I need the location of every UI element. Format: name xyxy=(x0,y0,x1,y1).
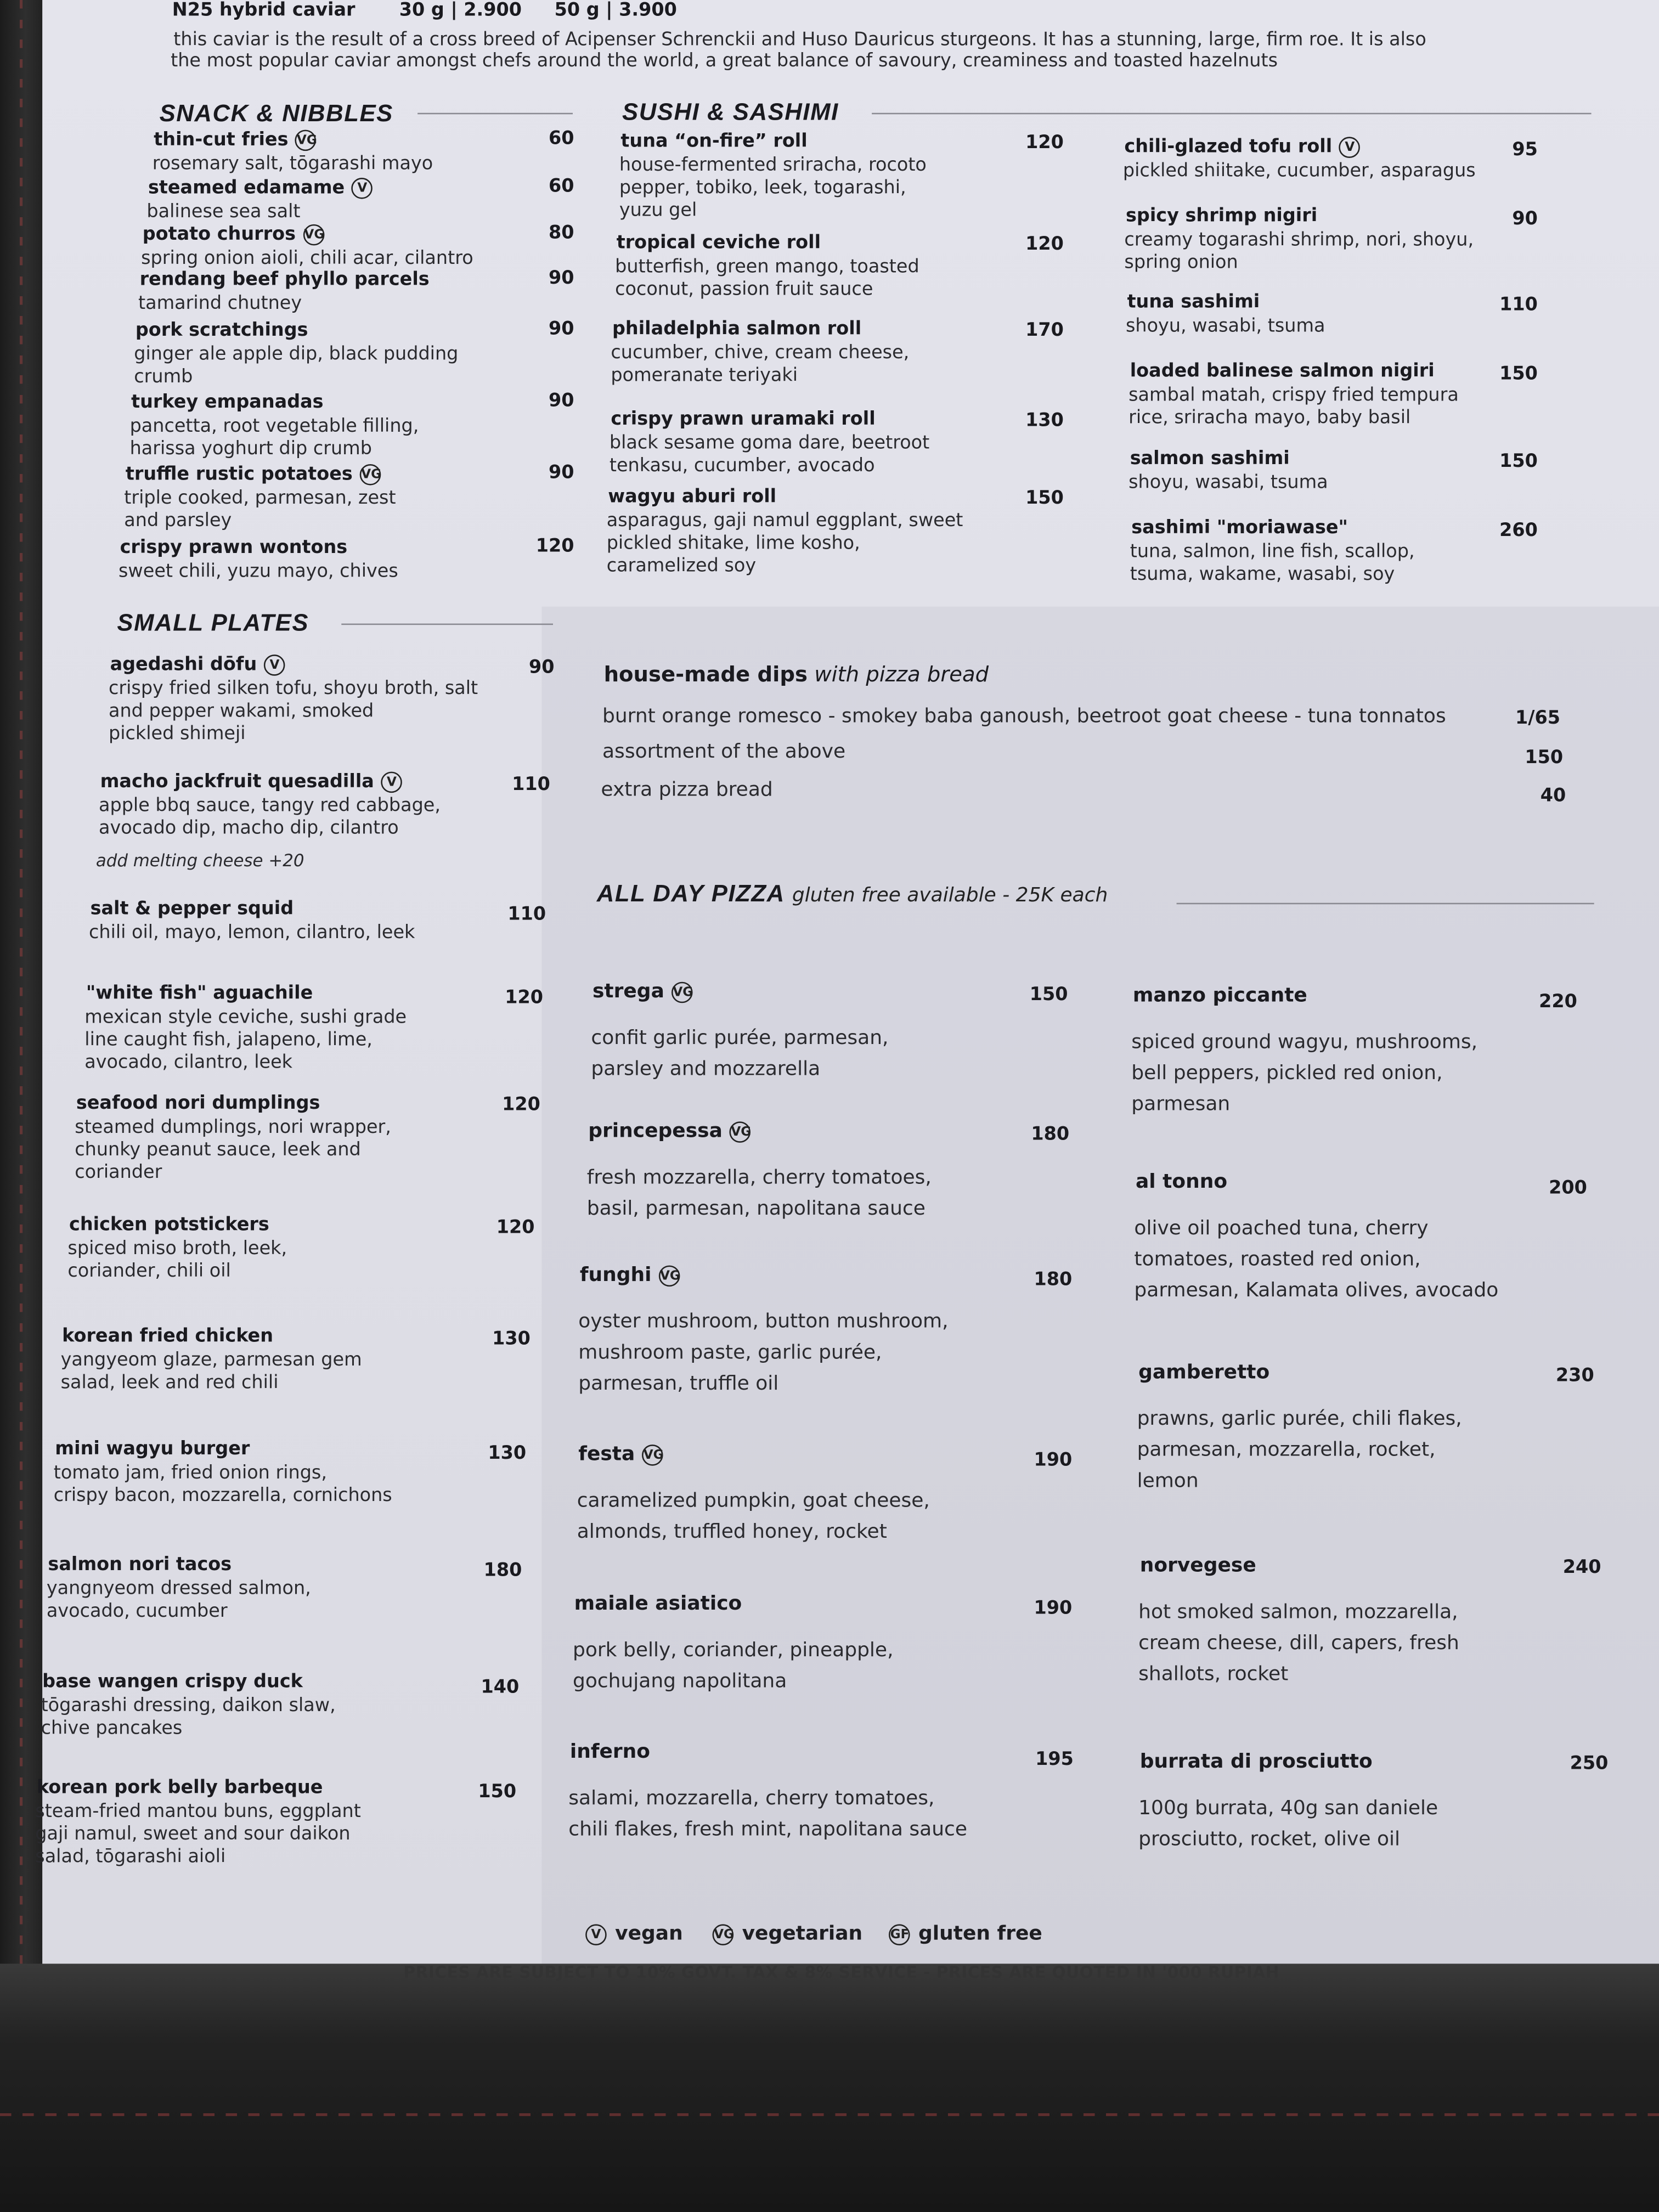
menu-item-description: tsuma, wakame, wasabi, soy xyxy=(1130,564,1395,586)
menu-item-price: 120 xyxy=(505,988,543,1009)
menu-item-description: mushroom paste, garlic purée, xyxy=(578,1341,882,1364)
section-title-pizza: ALL DAY PIZZA xyxy=(596,880,785,907)
menu-item-name: manzo piccante xyxy=(1132,984,1307,1007)
menu-item-description: spiced miso broth, leek, xyxy=(67,1238,287,1260)
menu-item-description: confit garlic purée, parmesan, xyxy=(591,1027,889,1050)
menu-item-name: potato churros VG xyxy=(142,224,325,246)
menu-item-price: 60 xyxy=(549,128,574,150)
menu-item-description: tōgarashi dressing, daikon slaw, xyxy=(41,1695,336,1717)
menu-item-price: 90 xyxy=(549,319,574,340)
menu-item-description: rice, sriracha mayo, baby basil xyxy=(1128,408,1411,429)
vegan-icon: V xyxy=(585,1923,607,1945)
menu-item-name: truffle rustic potatoes VG xyxy=(125,464,382,486)
menu-item-description: triple cooked, parmesan, zest xyxy=(124,488,396,510)
menu-item-price: 170 xyxy=(1025,320,1064,342)
menu-item-price: 150 xyxy=(1025,488,1064,510)
menu-item-name: steamed edamame V xyxy=(148,178,373,199)
menu-item-name: strega VG xyxy=(592,980,693,1003)
legend-vegan: V vegan xyxy=(585,1923,683,1945)
menu-item-description: shallots, rocket xyxy=(1138,1663,1289,1686)
menu-item-description: pepper, tobiko, leek, togarashi, xyxy=(619,178,906,199)
caviar-description-line: the most popular caviar amongst chefs around the world, a great balance of savoury, creaminess and toasted hazelnuts xyxy=(171,50,1278,72)
vegetarian-icon: VG xyxy=(672,981,693,1002)
section-rule xyxy=(341,624,553,625)
menu-item-description: pancetta, root vegetable filling, xyxy=(129,416,419,438)
pricing-footer: PRICES ARE SUBJECT TO 10% GOVT. TAX & 8% SERVICE - PRICES ARE QUOTED IN '000 RUPIAH xyxy=(403,1962,1280,1982)
menu-item-price: 130 xyxy=(492,1329,531,1350)
menu-item-name: crispy prawn uramaki roll xyxy=(611,409,876,431)
menu-item-description: pickled shiitake, cucumber, asparagus xyxy=(1122,161,1476,182)
vegan-icon: V xyxy=(1339,137,1361,158)
dip-row-label: burnt orange romesco - smokey baba ganoush, beetroot goat cheese - tuna tonnatos xyxy=(602,705,1446,728)
menu-item-description: steamed dumplings, nori wrapper, xyxy=(75,1117,391,1139)
menu-item-name: spicy shrimp nigiri xyxy=(1126,206,1318,227)
menu-item-price: 140 xyxy=(481,1677,520,1699)
menu-item-price: 200 xyxy=(1549,1178,1587,1199)
menu-item-description: tomatoes, roasted red onion, xyxy=(1134,1248,1421,1271)
menu-item-description: tenkasu, cucumber, avocado xyxy=(609,455,875,477)
menu-item-price: 95 xyxy=(1512,139,1538,161)
menu-item-price: 80 xyxy=(549,223,574,244)
menu-item-name: pork scratchings xyxy=(135,320,308,342)
menu-item-name: al tonno xyxy=(1136,1171,1228,1194)
section-title-snack: SNACK & NIBBLES xyxy=(159,100,393,127)
menu-item-description: basil, parmesan, napolitana sauce xyxy=(586,1198,926,1221)
menu-item-price: 150 xyxy=(478,1781,517,1803)
menu-item-price: 90 xyxy=(1512,208,1538,230)
menu-item-description: tuna, salmon, line fish, scallop, xyxy=(1130,541,1415,563)
menu-item-description: oyster mushroom, button mushroom, xyxy=(578,1310,949,1333)
menu-item-name: wagyu aburi roll xyxy=(608,487,777,508)
menu-item-description: sweet chili, yuzu mayo, chives xyxy=(119,561,398,583)
menu-item-description: spiced ground wagyu, mushrooms, xyxy=(1131,1031,1478,1054)
menu-item-description: apple bbq sauce, tangy red cabbage, xyxy=(99,795,441,817)
leather-binding-bottom xyxy=(0,1963,1659,2212)
menu-item-price: 90 xyxy=(549,268,574,290)
menu-item-name: chili-glazed tofu roll V xyxy=(1124,137,1360,158)
menu-item-description: cucumber, chive, cream cheese, xyxy=(611,342,910,364)
menu-item-name: thin-cut fries VG xyxy=(154,129,317,151)
dip-row-price: 150 xyxy=(1525,747,1564,769)
dip-row-price: 1/65 xyxy=(1515,708,1560,730)
vegetarian-icon: VG xyxy=(658,1265,680,1286)
vegan-icon: V xyxy=(352,178,373,199)
menu-item-description: prawns, garlic purée, chili flakes, xyxy=(1137,1408,1462,1431)
menu-item-price: 180 xyxy=(1031,1124,1070,1146)
menu-item-description: creamy togarashi shrimp, nori, shoyu, xyxy=(1124,230,1474,251)
menu-item-description: salami, mozzarella, cherry tomatoes, xyxy=(568,1787,935,1810)
menu-item-description: pomeranate teriyaki xyxy=(611,365,798,387)
caviar-size-50g: 50 g | 3.900 xyxy=(554,0,677,21)
menu-item-description: hot smoked salmon, mozzarella, xyxy=(1138,1601,1458,1624)
menu-item-name: inferno xyxy=(569,1741,651,1764)
menu-item-name: festa VG xyxy=(578,1443,664,1466)
menu-item-name: salt & pepper squid xyxy=(90,899,294,920)
menu-item-description: chili flakes, fresh mint, napolitana sauce xyxy=(568,1818,968,1841)
menu-item-name: princepessa VG xyxy=(588,1120,752,1143)
menu-item-description: bell peppers, pickled red onion, xyxy=(1131,1062,1443,1085)
menu-item-name: tuna sashimi xyxy=(1127,292,1260,313)
menu-item-price: 120 xyxy=(1025,132,1064,154)
menu-item-price: 120 xyxy=(1025,234,1064,256)
menu-item-price: 190 xyxy=(1034,1598,1073,1620)
menu-item-name: funghi VG xyxy=(579,1264,680,1287)
menu-item-name: turkey empanadas xyxy=(131,392,324,414)
menu-item-description: sambal matah, crispy fried tempura xyxy=(1128,385,1459,407)
menu-item-description: caramelized pumpkin, goat cheese, xyxy=(577,1489,930,1513)
menu-item-description: spring onion xyxy=(1124,252,1238,274)
gluten-free-icon: GF xyxy=(889,1923,910,1945)
menu-item-description: prosciutto, rocket, olive oil xyxy=(1138,1828,1401,1851)
menu-item-price: 240 xyxy=(1562,1557,1601,1579)
vegetarian-icon: VG xyxy=(713,1923,734,1945)
menu-item-description: salad, leek and red chili xyxy=(60,1373,279,1394)
vegetarian-icon: VG xyxy=(360,464,381,486)
menu-item-name: korean pork belly barbeque xyxy=(36,1778,323,1799)
menu-item-description: crispy bacon, mozzarella, cornichons xyxy=(53,1485,392,1507)
menu-item-name: tropical ceviche roll xyxy=(616,233,821,254)
menu-item-price: 130 xyxy=(488,1443,527,1465)
vegan-icon: V xyxy=(381,772,403,793)
menu-item-price: 220 xyxy=(1539,991,1577,1013)
menu-item-description: asparagus, gaji namul eggplant, sweet xyxy=(606,510,963,532)
menu-item-name: loaded balinese salmon nigiri xyxy=(1130,361,1435,382)
menu-item-description: yuzu gel xyxy=(619,200,697,222)
menu-item-description: yangnyeom dressed salmon, xyxy=(46,1578,311,1600)
menu-item-description: pickled shimeji xyxy=(109,724,246,745)
menu-item-price: 90 xyxy=(549,391,574,412)
section-rule xyxy=(872,113,1591,115)
menu-item-name: norvegese xyxy=(1139,1554,1256,1577)
menu-item-description: shoyu, wasabi, tsuma xyxy=(1128,472,1328,494)
menu-item-name: salmon nori tacos xyxy=(48,1554,232,1576)
menu-item-price: 110 xyxy=(507,904,546,926)
menu-item-description: crumb xyxy=(134,366,193,388)
menu-item-description: pickled shitake, lime kosho, xyxy=(606,533,860,555)
menu-item-price: 110 xyxy=(1499,295,1538,316)
menu-item-description: tomato jam, fried onion rings, xyxy=(53,1463,328,1485)
menu-item-description: line caught fish, jalapeno, lime, xyxy=(84,1030,373,1051)
menu-item-price: 190 xyxy=(1034,1450,1073,1471)
menu-item-price: 110 xyxy=(512,774,550,796)
menu-item-description: caramelized soy xyxy=(606,556,757,577)
menu-item-price: 180 xyxy=(483,1560,522,1582)
menu-item-name: macho jackfruit quesadilla V xyxy=(100,772,403,793)
menu-item-description: rosemary salt, tōgarashi mayo xyxy=(152,154,433,175)
vegetarian-icon: VG xyxy=(730,1121,751,1142)
section-rule xyxy=(1177,903,1594,905)
menu-item-description: mexican style ceviche, sushi grade xyxy=(84,1007,407,1029)
section-title-sushi: SUSHI & SASHIMI xyxy=(622,99,839,126)
caviar-name: N25 hybrid caviar xyxy=(172,0,356,21)
menu-item-name: burrata di prosciutto xyxy=(1139,1751,1373,1774)
menu-item-description: almonds, truffled honey, rocket xyxy=(577,1521,887,1544)
menu-item-name: base wangen crispy duck xyxy=(42,1672,303,1693)
menu-item-description: avocado, cucumber xyxy=(46,1601,228,1623)
menu-item-description: tamarind chutney xyxy=(138,293,302,315)
menu-item-price: 250 xyxy=(1570,1753,1609,1775)
menu-item-name: philadelphia salmon roll xyxy=(612,319,862,340)
menu-item-price: 180 xyxy=(1034,1269,1073,1291)
menu-item-description: chili oil, mayo, lemon, cilantro, leek xyxy=(89,922,415,944)
caviar-description-line: this caviar is the result of a cross breed of Acipenser Schrenckii and Huso Dauricus sturgeons. It has a stunning, large, firm roe. It is also xyxy=(173,30,1426,51)
menu-item-name: rendang beef phyllo parcels xyxy=(139,269,430,291)
menu-item-description: spring onion aioli, chili acar, cilantro xyxy=(141,248,473,270)
dips-title: house-made dips with pizza bread xyxy=(603,662,989,687)
menu-item-price: 90 xyxy=(529,657,555,679)
menu-item-description: fresh mozzarella, cherry tomatoes, xyxy=(586,1166,932,1189)
menu-item-description: avocado, cilantro, leek xyxy=(84,1052,293,1074)
menu-item-name: sashimi "moriawase" xyxy=(1131,517,1348,539)
menu-item-description: pork belly, coriander, pineapple, xyxy=(573,1639,894,1662)
menu-item-price: 120 xyxy=(535,536,574,557)
menu-item-description: butterfish, green mango, toasted xyxy=(615,257,919,278)
stitching-left xyxy=(20,0,22,1975)
menu-item-price: 120 xyxy=(496,1217,535,1239)
menu-item-description: parmesan, Kalamata olives, avocado xyxy=(1134,1279,1499,1302)
menu-item-note: add melting cheese +20 xyxy=(95,850,304,871)
menu-item-description: avocado dip, macho dip, cilantro xyxy=(99,818,399,839)
menu-item-description: lemon xyxy=(1137,1470,1199,1493)
menu-item-description: coconut, passion fruit sauce xyxy=(615,279,873,301)
stitching-bottom xyxy=(0,2113,1659,2116)
menu-item-description: olive oil poached tuna, cherry xyxy=(1134,1217,1429,1240)
menu-item-description: 100g burrata, 40g san daniele xyxy=(1138,1797,1438,1820)
menu-item-description: chunky peanut sauce, leek and xyxy=(75,1139,361,1161)
vegetarian-icon: VG xyxy=(642,1444,663,1465)
section-rule xyxy=(417,113,573,115)
menu-item-description: coriander, chili oil xyxy=(67,1261,231,1283)
menu-item-name: crispy prawn wontons xyxy=(120,537,348,559)
legend-gluten-free: GF gluten free xyxy=(889,1923,1042,1945)
menu-item-price: 150 xyxy=(1499,451,1538,473)
menu-item-description: parmesan xyxy=(1131,1093,1231,1116)
menu-item-description: and pepper wakami, smoked xyxy=(109,701,374,723)
menu-item-description: chive pancakes xyxy=(41,1718,183,1740)
menu-item-description: yangyeom glaze, parmesan gem xyxy=(60,1350,362,1372)
menu-item-price: 260 xyxy=(1499,520,1538,542)
menu-item-description: house-fermented sriracha, rocoto xyxy=(619,155,927,177)
menu-item-description: parmesan, truffle oil xyxy=(578,1373,779,1396)
menu-item-description: gaji namul, sweet and sour daikon xyxy=(35,1824,351,1846)
section-title-small-plates: SMALL PLATES xyxy=(117,609,309,636)
menu-item-name: gamberetto xyxy=(1138,1361,1270,1384)
menu-item-price: 230 xyxy=(1555,1365,1594,1387)
menu-item-description: parmesan, mozzarella, rocket, xyxy=(1137,1438,1436,1462)
menu-item-name: maiale asiatico xyxy=(574,1593,742,1616)
menu-item-price: 150 xyxy=(1029,984,1068,1006)
menu-item-description: cream cheese, dill, capers, fresh xyxy=(1138,1632,1459,1655)
menu-item-name: "white fish" aguachile xyxy=(86,983,313,1005)
vegan-icon: V xyxy=(264,654,285,676)
menu-item-description: crispy fried silken tofu, shoyu broth, salt xyxy=(109,678,478,700)
menu-item-description: gochujang napolitana xyxy=(573,1670,787,1693)
menu-item-description: black sesame goma dare, beetroot xyxy=(609,433,930,454)
menu-item-description: balinese sea salt xyxy=(146,201,301,223)
dip-row-label: assortment of the above xyxy=(602,741,846,764)
legend-vegetarian: VG vegetarian xyxy=(713,1923,863,1945)
menu-item-price: 90 xyxy=(549,462,574,484)
menu-item-name: tuna “on-fire” roll xyxy=(620,131,808,153)
vegetarian-icon: VG xyxy=(303,224,324,246)
pizza-subtitle: gluten free available - 25K each xyxy=(792,884,1108,907)
menu-item-price: 195 xyxy=(1035,1749,1074,1771)
menu-item-price: 130 xyxy=(1025,410,1064,432)
menu-item-description: and parsley xyxy=(124,510,232,532)
menu-item-description: steam-fried mantou buns, eggplant xyxy=(35,1801,361,1823)
menu-item-price: 120 xyxy=(502,1094,540,1116)
dip-row-label: extra pizza bread xyxy=(601,778,773,802)
menu-item-name: salmon sashimi xyxy=(1130,448,1290,470)
menu-item-price: 150 xyxy=(1499,364,1538,385)
menu-item-name: chicken potstickers xyxy=(69,1215,269,1236)
menu-item-description: harissa yoghurt dip crumb xyxy=(129,438,372,460)
vegetarian-icon: VG xyxy=(295,130,317,151)
menu-item-description: parsley and mozzarella xyxy=(591,1058,821,1081)
pizza-title-row xyxy=(597,881,1108,909)
menu-item-description: coriander xyxy=(75,1162,162,1184)
caviar-size-30g: 30 g | 2.900 xyxy=(399,0,522,21)
menu-item-name: seafood nori dumplings xyxy=(76,1093,320,1115)
menu-item-description: ginger ale apple dip, black pudding xyxy=(134,344,459,365)
menu-item-name: agedashi dōfu V xyxy=(110,654,285,676)
menu-item-description: salad, tōgarashi aioli xyxy=(35,1847,226,1868)
menu-item-description: shoyu, wasabi, tsuma xyxy=(1126,316,1325,337)
menu-item-name: korean fried chicken xyxy=(62,1326,274,1347)
menu-item-name: mini wagyu burger xyxy=(55,1438,250,1460)
menu-item-price: 60 xyxy=(549,176,574,198)
dip-row-price: 40 xyxy=(1540,786,1566,807)
